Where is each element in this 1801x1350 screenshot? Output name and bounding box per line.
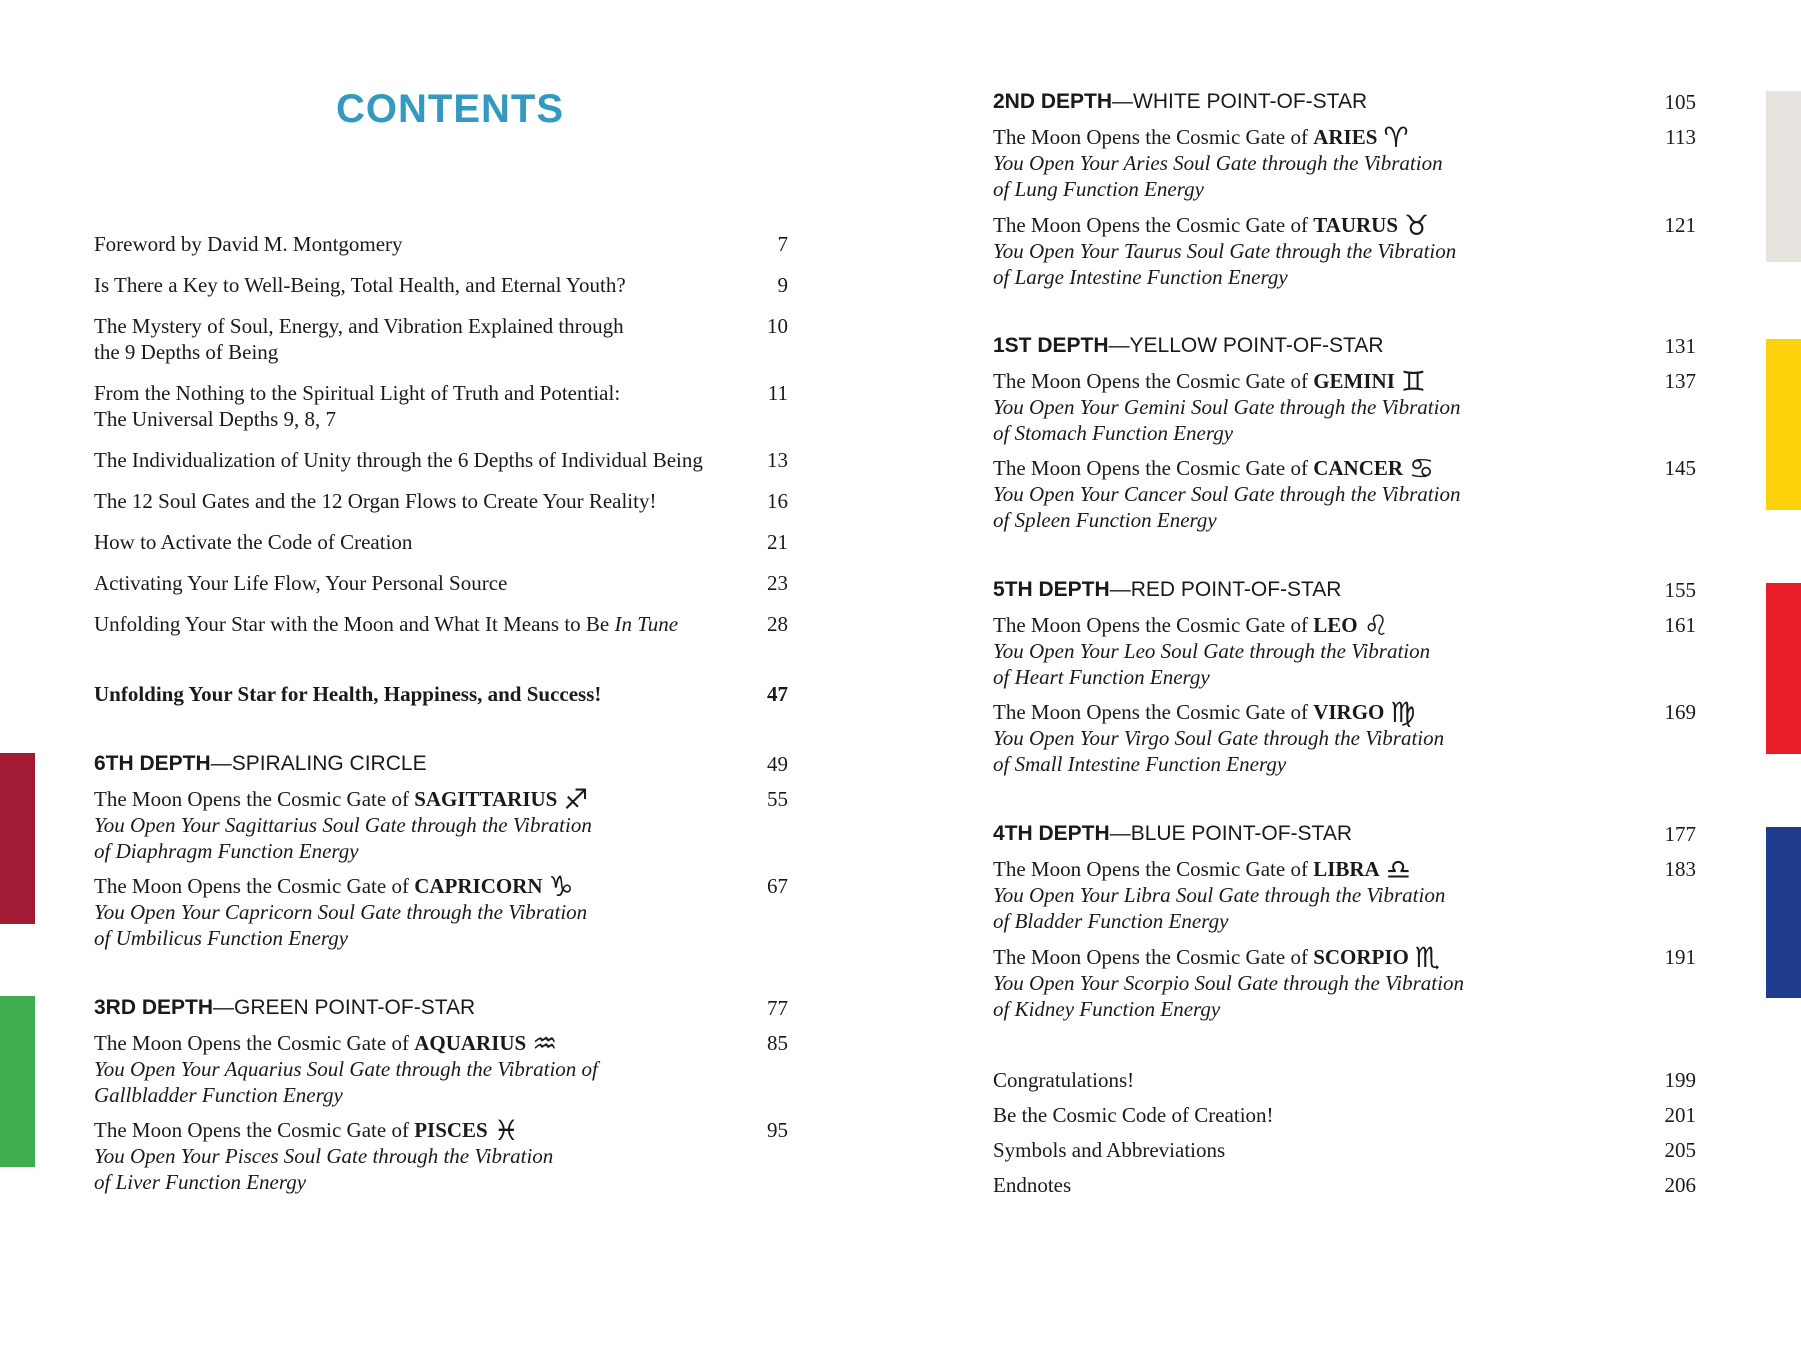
gemini-icon: ♊ bbox=[1400, 365, 1426, 398]
page-number: 16 bbox=[767, 489, 788, 513]
leo-icon: ♌ bbox=[1363, 609, 1389, 642]
aquarius-icon: ♒ bbox=[532, 1027, 558, 1060]
page-number: 161 bbox=[1664, 613, 1696, 637]
page-number: 131 bbox=[1664, 334, 1696, 358]
tab-blue bbox=[1766, 827, 1801, 998]
page-number: 9 bbox=[777, 273, 788, 297]
page-number: 23 bbox=[767, 571, 788, 595]
page-number: 77 bbox=[767, 996, 788, 1020]
pisces-icon: ♓ bbox=[493, 1114, 519, 1147]
sagittarius-icon: ♐ bbox=[563, 783, 589, 816]
tab-red bbox=[1766, 583, 1801, 754]
page-number: 177 bbox=[1664, 822, 1696, 846]
page-number: 7 bbox=[777, 232, 788, 256]
page-number: 145 bbox=[1664, 456, 1696, 480]
tab-white bbox=[1766, 91, 1801, 262]
page-number: 85 bbox=[767, 1031, 788, 1055]
page-number: 55 bbox=[767, 787, 788, 811]
page-number: 10 bbox=[767, 314, 788, 338]
page-number: 191 bbox=[1664, 945, 1696, 969]
page-number: 49 bbox=[767, 752, 788, 776]
page-number: 206 bbox=[1664, 1173, 1696, 1197]
page-number: 169 bbox=[1664, 700, 1696, 724]
page-number: 47 bbox=[767, 682, 788, 706]
page-title: CONTENTS bbox=[336, 87, 564, 131]
page-number: 113 bbox=[1665, 125, 1696, 149]
tab-yellow bbox=[1766, 339, 1801, 510]
tab-green bbox=[0, 996, 35, 1167]
page-number: 105 bbox=[1664, 90, 1696, 114]
scorpio-icon: ♏ bbox=[1414, 941, 1440, 974]
page-number: 205 bbox=[1664, 1138, 1696, 1162]
page-number: 13 bbox=[767, 448, 788, 472]
page-number: 67 bbox=[767, 874, 788, 898]
page-number: 28 bbox=[767, 612, 788, 636]
page-number: 155 bbox=[1664, 578, 1696, 602]
page-number: 199 bbox=[1664, 1068, 1696, 1092]
virgo-icon: ♍ bbox=[1390, 696, 1416, 729]
page-number: 137 bbox=[1664, 369, 1696, 393]
page-number: 21 bbox=[767, 530, 788, 554]
page-number: 183 bbox=[1664, 857, 1696, 881]
page-number: 201 bbox=[1664, 1103, 1696, 1127]
tab-crimson bbox=[0, 753, 35, 924]
page-number: 121 bbox=[1664, 213, 1696, 237]
cancer-icon: ♋ bbox=[1409, 452, 1435, 485]
aries-icon: ♈ bbox=[1383, 121, 1409, 154]
page-number: 11 bbox=[767, 381, 788, 405]
libra-icon: ♎ bbox=[1385, 853, 1411, 886]
page-number: 95 bbox=[767, 1118, 788, 1142]
taurus-icon: ♉ bbox=[1404, 209, 1430, 242]
capricorn-icon: ♑ bbox=[548, 870, 574, 903]
